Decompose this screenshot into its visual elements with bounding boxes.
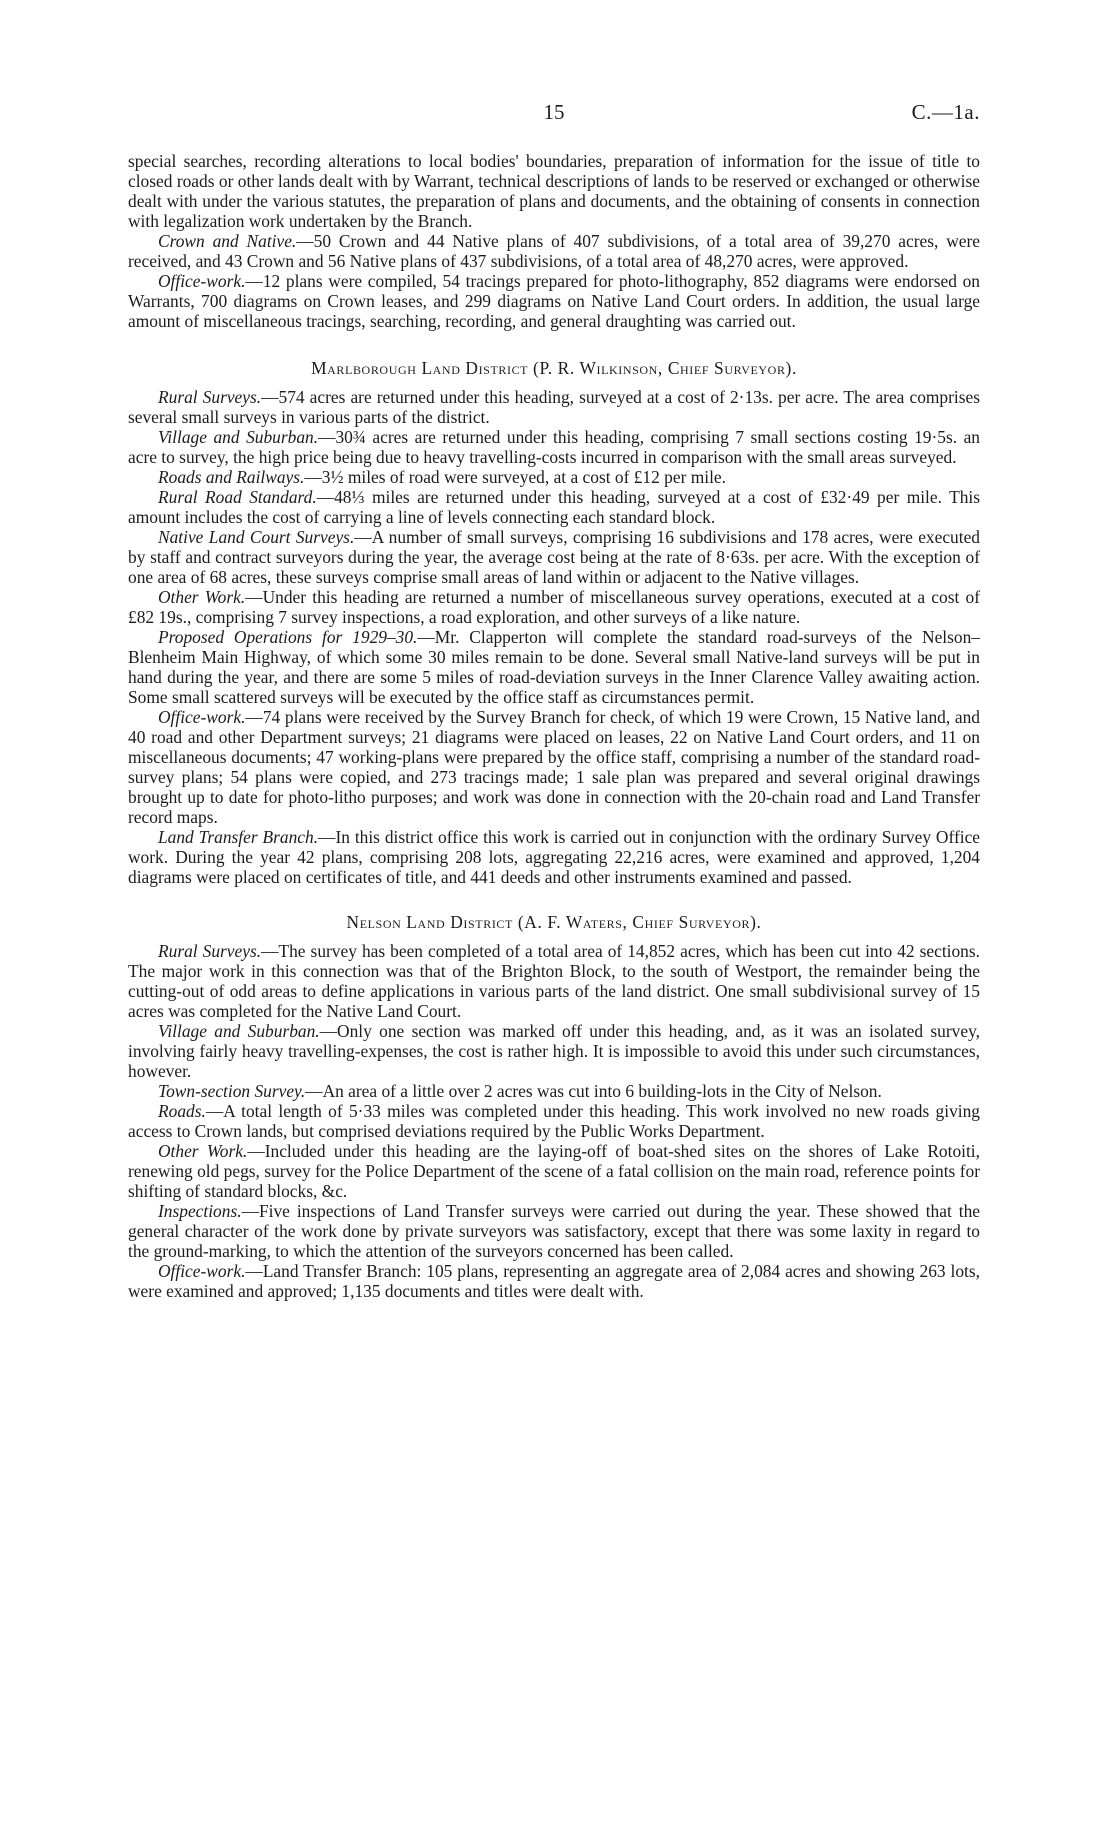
continuation-paragraph: special searches, recording alterations to local bodies' boundaries, preparation of information for the issue of title to closed roads or other lands dealt with by Warrant, technical descriptions of lands to be reserved or exchanged or otherwise dealt with under the various statutes, the preparation of plans and documents, and the obtaining of consents in connection with legalization work undertaken by the Branch. [128,151,980,231]
paragraph-office-work [128,271,980,331]
paragraph-text: —A number of small surveys, comprising 16 subdivisions and 178 acres, were executed by staff and contract surveyors during the year, the average cost being at the rate of 8·63s. per acre. With the exception of one area of 68 acres, these surveys comprise small areas of land within or adjacent to the Native villages. [128,527,980,587]
paragraph-lead: Office-work. [158,707,246,727]
paragraph-inspections [128,1201,980,1261]
paragraph-lead: Village and Suburban. [158,1021,320,1041]
paragraph-lead: Inspections. [158,1201,242,1221]
paragraph-rural-road-standard [128,487,980,527]
paragraph-village-and-suburban [128,427,980,467]
paragraph-text: —An area of a little over 2 acres was cut into 6 building-lots in the City of Nelson. [305,1081,882,1101]
paragraph-lead: Office-work. [158,1261,246,1281]
section-heading-nelson: Nelson Land District (A. F. Waters, Chief Surveyor). [346,912,762,932]
paragraph-text: —Land Transfer Branch: 105 plans, representing an aggregate area of 2,084 acres and showing 263 lots, were examined and approved; 1,135 documents and titles were dealt with. [128,1261,980,1301]
page-header [128,100,980,130]
section-heading-marlborough: Marlborough Land District (P. R. Wilkinson, Chief Surveyor). [311,358,797,378]
paragraph-town-section-survey [128,1081,980,1101]
paragraph-text: —50 Crown and 44 Native plans of 407 subdivisions, of a total area of 39,270 acres, were received, and 43 Crown and 56 Native plans of 437 subdivisions, of a total area of 48,270 acres, were approved. [128,231,980,271]
paragraph-text: —30¾ acres are returned under this heading, comprising 7 small sections costing 19·5s. an acre to survey, the high price being due to heavy travelling-costs incurred in comparison with the small areas surveyed. [128,427,981,467]
paragraph-crown-and-native [128,231,980,271]
paragraph-text: —A total length of 5·33 miles was completed under this heading. This work involved no new roads giving access to Crown lands, but comprised deviations required by the Public Works Department. [128,1101,980,1141]
page-number: 15 [543,100,565,124]
paragraph-lead: Land Transfer Branch. [158,827,319,847]
paragraph-text: —Five inspections of Land Transfer surveys were carried out during the year. These showed that the general character of the work done by private surveyors was satisfactory, except that there was some laxity in regard to the ground-marking, to which the attention of the surveyors concerned has been called. [128,1201,980,1261]
paragraph-proposed-operations [128,627,980,707]
paragraph-lead: Proposed Operations for 1929–30. [158,627,418,647]
paragraph-text: —Under this heading are returned a number of miscellaneous survey operations, executed at a cost of £82 19s., comprising 7 survey inspections, a road exploration, and other surveys of a like nature. [128,587,980,627]
paragraph-land-transfer-branch [128,827,980,887]
paragraph-text: —Included under this heading are the laying-off of boat-shed sites on the shores of Lake Rotoiti, renewing old pegs, survey for the Police Department of the scene of a fatal collision on the main road, reference points for shifting of standard blocks, &c. [128,1141,980,1201]
paragraph-text: —74 plans were received by the Survey Branch for check, of which 19 were Crown, 15 Native land, and 40 road and other Department surveys; 21 diagrams were placed on leases, 22 on Native Land Court orders, and 11 on miscellaneous documents; 47 working-plans were prepared by the office staff, comprising a number of the standard road-survey plans; 54 plans were copied, and 273 tracings made; 1 sale plan was prepared and several original drawings brought up to date for photo-litho purposes; and work was done in connection with the 20-chain road and Land Transfer record maps. [128,707,980,827]
paragraph-lead: Rural Surveys. [158,387,262,407]
paragraph-text: —574 acres are returned under this heading, surveyed at a cost of 2·13s. per acre. The area comprises several small surveys in various parts of the district. [128,387,980,427]
paragraph-lead: Roads and Railways. [158,467,305,487]
paragraph-office-work [128,707,980,827]
paragraph-lead: Town-section Survey. [158,1081,306,1101]
paragraph-text: —In this district office this work is carried out in conjunction with the ordinary Survey Office work. During the year 42 plans, comprising 208 lots, aggregating 22,216 acres, were examined and approved, 1,204 diagrams were placed on certificates of title, and 441 deeds and other instruments examined and passed. [128,827,981,887]
paragraph-roads-and-railways [128,467,980,487]
paragraph-text: —3½ miles of road were surveyed, at a cost of £12 per mile. [304,467,726,487]
paragraph-native-land-court-surveys [128,527,980,587]
paragraph-lead: Native Land Court Surveys. [158,527,355,547]
document-reference: C.—1a. [911,100,980,124]
paragraph-rural-surveys [128,387,980,427]
paragraph-lead: Rural Surveys. [158,941,262,961]
paragraph-lead: Rural Road Standard. [158,487,317,507]
paragraph-other-work [128,587,980,627]
paragraph-lead: Roads. [158,1101,206,1121]
paragraph-office-work [128,1261,980,1301]
paragraph-text: —48⅓ miles are returned under this heading, surveyed at a cost of £32·49 per mile. This amount includes the cost of carrying a line of levels connecting each standard block. [128,487,980,527]
paragraph-text: —12 plans were compiled, 54 tracings prepared for photo-lithography, 852 diagrams were endorsed on Warrants, 700 diagrams on Crown leases, and 299 diagrams on Native Land Court orders. In addition, the usual large amount of miscellaneous tracings, searching, recording, and general draughting was carried out. [128,271,980,331]
paragraph-village-and-suburban [128,1021,980,1081]
paragraph-other-work [128,1141,980,1201]
paragraph-lead: Other Work. [158,587,246,607]
paragraph-lead: Office-work. [158,271,246,291]
paragraph-lead: Other Work. [158,1141,248,1161]
paragraph-text: —Only one section was marked off under this heading, and, as it was an isolated survey, involving fairly heavy travelling-expenses, the cost is rather high. It is impossible to avoid this under such circumstances, however. [128,1021,980,1081]
paragraph-rural-surveys [128,941,980,1021]
paragraph-text: —Mr. Clapperton will complete the standard road-surveys of the Nelson–Blenheim Main Highway, of which some 30 miles remain to be done. Several small Native-land surveys will be put in hand during the year, and there are some 5 miles of road-deviation surveys in the Inner Clarence Valley awaiting action. Some small scattered surveys will be executed by the office staff as circumstances permit. [128,627,980,707]
paragraph-roads [128,1101,980,1141]
paragraph-lead: Crown and Native. [158,231,297,251]
paragraph-text: —The survey has been completed of a total area of 14,852 acres, which has been cut into 42 sections. The major work in this connection was that of the Brighton Block, to the south of Westport, the remainder being the cutting-out of odd areas to define applications in various parts of the land district. One small subdivisional survey of 15 acres was completed for the Native Land Court. [128,941,980,1021]
page-body [128,151,980,1301]
paragraph-lead: Village and Suburban. [158,427,319,447]
